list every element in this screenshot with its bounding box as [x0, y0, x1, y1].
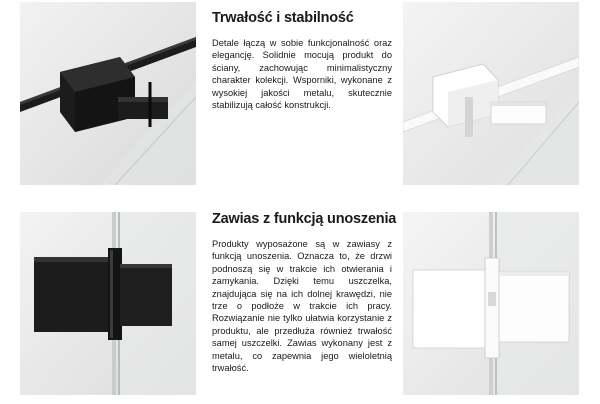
- stability-section: [212, 10, 392, 111]
- white-bracket-photo: [403, 2, 579, 185]
- hinge-heading: Zawias z funkcją unoszenia: [212, 211, 397, 227]
- black-bracket-photo: [20, 2, 196, 185]
- hinge-description: Produkty wyposażone są w zawiasy z funkcją unoszenia. Oznacza to, że drzwi podnoszą się w trakcie ich otwierania i zamykania. Dzięki temu uszczelka, znajdująca się na ich dolnej krawędzi, nie trze o podłoże w trakcie ich pracy. Rozwiązanie nie tylko ułatwia korzystanie z produktu, ale przedłuża również trwałość samej uszczelki. Zawias wykonany jest z metalu, co zapewnia jego wieloletnią trwałość.: [212, 239, 392, 374]
- hinge-section: [212, 211, 397, 374]
- black-hinge-photo: [20, 212, 196, 395]
- stability-description: Detale łączą w sobie funkcjonalność oraz elegancję. Solidnie mocują produkt do ściany, zachowując minimalistyczny charakter kolekcji. Wsporniki, wykonane z wysokiej jakości metalu, skutecznie stabilizują całość konstrukcji.: [212, 38, 392, 111]
- stability-heading: Trwałość i stabilność: [212, 10, 354, 26]
- white-hinge-photo: [403, 212, 579, 395]
